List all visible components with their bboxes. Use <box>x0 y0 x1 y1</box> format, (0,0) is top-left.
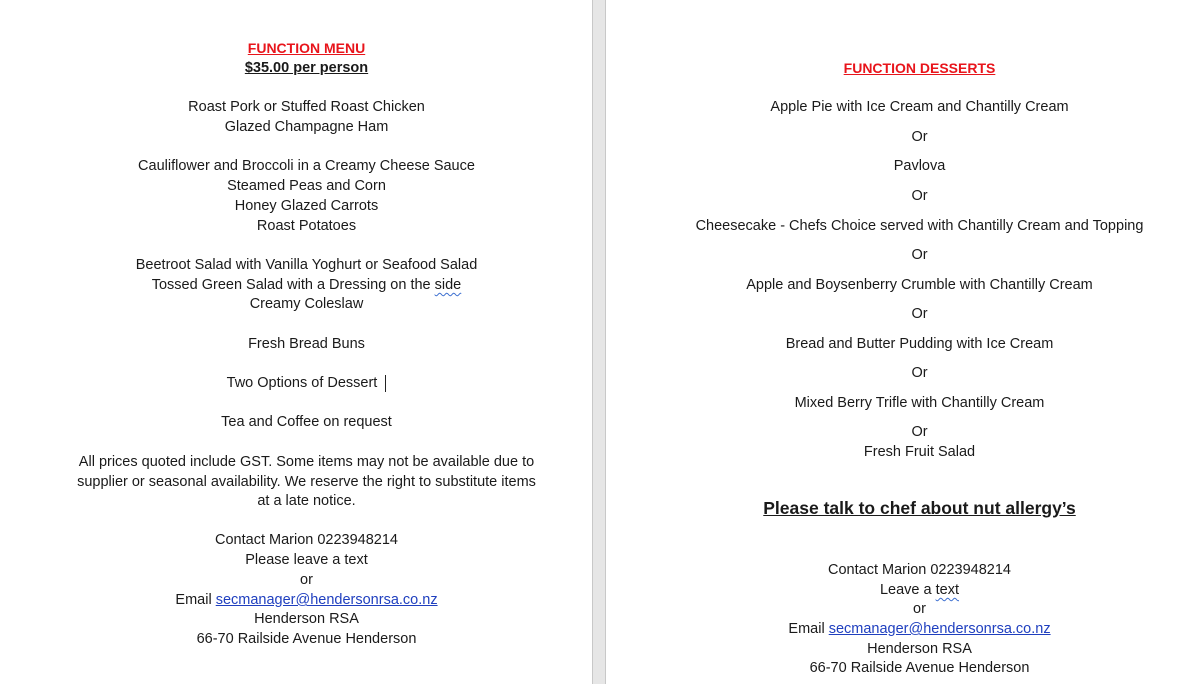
notice-line: supplier or seasonal availability. We reserve the right to substitute items <box>77 474 536 490</box>
or-line: or <box>913 601 926 617</box>
or-separator: Or <box>911 247 928 263</box>
dessert-text: Two Options of Dessert <box>226 375 378 391</box>
address-line: 66-70 Railside Avenue Henderson <box>809 660 1030 676</box>
dessert-item: Apple and Boysenberry Crumble with Chantilly Cream <box>746 277 1093 293</box>
or-separator: Or <box>911 129 928 145</box>
dessert-item: Fresh Fruit Salad <box>863 444 976 460</box>
address-line: 66-70 Railside Avenue Henderson <box>196 631 417 647</box>
email-line <box>606 619 1200 639</box>
contact-line: Contact Marion 0223948214 <box>215 532 398 548</box>
notice-line: All prices quoted include GST. Some items may not be available due to <box>78 454 535 470</box>
spellcheck-word[interactable]: side <box>434 277 462 293</box>
veg-item: Roast Potatoes <box>256 218 357 234</box>
dessert-item: Cheesecake - Chefs Choice served with Chantilly Cream and Topping <box>695 218 1144 234</box>
or-line: or <box>300 572 313 588</box>
or-separator: Or <box>911 365 928 381</box>
main-item: Glazed Champagne Ham <box>224 119 389 135</box>
contact-line: Contact Marion 0223948214 <box>828 562 1011 578</box>
org-line: Henderson RSA <box>254 611 359 627</box>
bread-item: Fresh Bread Buns <box>248 336 365 352</box>
dessert-item: Bread and Butter Pudding with Ice Cream <box>785 336 1054 352</box>
veg-item: Steamed Peas and Corn <box>227 178 386 194</box>
dessert-line <box>0 373 613 393</box>
salad-item <box>0 275 613 295</box>
veg-item: Cauliflower and Broccoli in a Creamy Cheese Sauce <box>138 158 475 174</box>
or-separator: Or <box>911 306 928 322</box>
tea-line: Tea and Coffee on request <box>221 414 392 430</box>
email-link[interactable]: secmanager@hendersonrsa.co.nz <box>828 621 1051 637</box>
veg-item: Honey Glazed Carrots <box>234 198 379 214</box>
right-page <box>605 0 1200 684</box>
dessert-item: Pavlova <box>893 158 946 174</box>
salad-text: Tossed Green Salad with a Dressing on the <box>151 277 435 293</box>
leave-text-line: Please leave a text <box>245 552 368 568</box>
org-line: Henderson RSA <box>867 641 972 657</box>
email-line <box>0 590 613 610</box>
leave-text-line <box>606 580 1200 600</box>
email-label: Email <box>788 621 829 637</box>
dessert-item: Apple Pie with Ice Cream and Chantilly Cream <box>770 99 1069 115</box>
dessert-item: Mixed Berry Trifle with Chantilly Cream <box>794 395 1045 411</box>
salad-item: Creamy Coleslaw <box>249 296 364 312</box>
nut-allergy-notice: Please talk to chef about nut allergy’s <box>763 498 1076 518</box>
function-desserts-title: FUNCTION DESSERTS <box>843 60 996 76</box>
email-label: Email <box>175 592 216 608</box>
spellcheck-word[interactable]: text <box>935 582 959 598</box>
email-link[interactable]: secmanager@hendersonrsa.co.nz <box>215 592 438 608</box>
price-per-person: $35.00 per person <box>244 60 369 76</box>
text-cursor <box>385 375 386 392</box>
or-separator: Or <box>911 424 928 440</box>
left-page <box>0 0 593 684</box>
function-menu-title: FUNCTION MENU <box>247 40 366 56</box>
notice-line: at a late notice. <box>257 493 356 509</box>
leave-text: Leave a <box>879 582 936 598</box>
main-item: Roast Pork or Stuffed Roast Chicken <box>188 99 425 115</box>
or-separator: Or <box>911 188 928 204</box>
salad-item: Beetroot Salad with Vanilla Yoghurt or Seafood Salad <box>135 257 478 273</box>
